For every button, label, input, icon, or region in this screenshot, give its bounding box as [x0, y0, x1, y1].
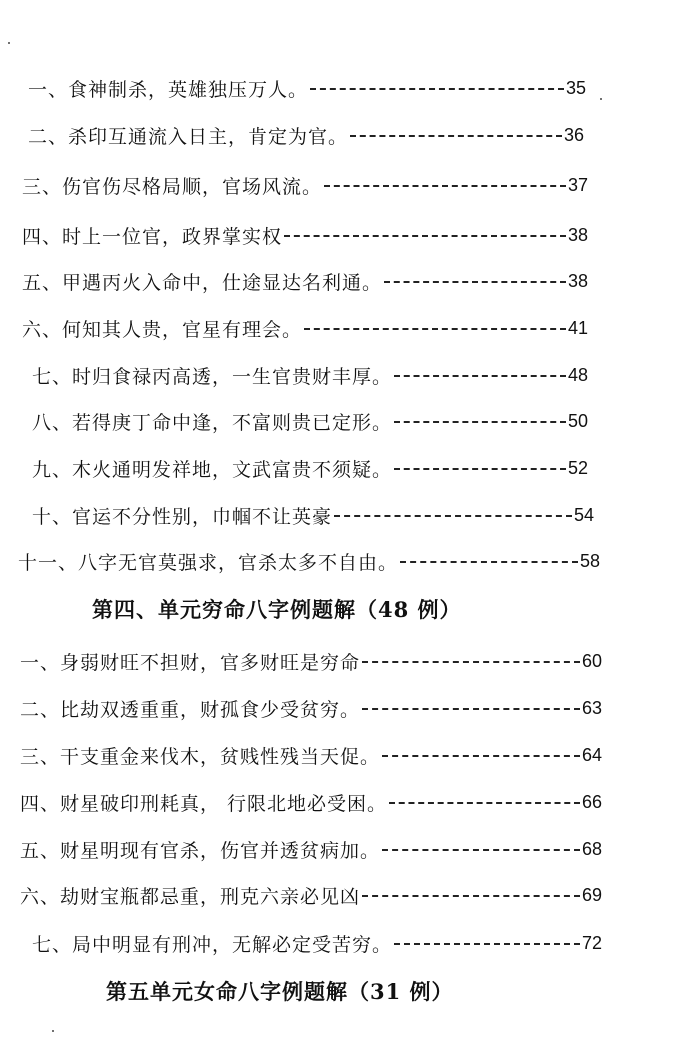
toc-entry-title: 五、甲遇丙火入命中，仕途显达名利通。 [22, 271, 383, 294]
toc-entry-page: 52 [567, 457, 588, 478]
toc-entry [20, 693, 602, 723]
scan-speck [600, 98, 602, 100]
toc-entry-title: 四、时上一位官，政界掌实权 [22, 225, 283, 248]
toc-entry-title: 一、食神制杀，英雄独压万人。 [28, 78, 309, 101]
toc-entry [32, 928, 602, 958]
dotted-leader [362, 708, 580, 710]
section-heading: 第五单元女命八字例题解（31 例） [106, 979, 454, 1004]
toc-entry-title: 十、官运不分性别，巾帼不让英豪 [32, 505, 333, 528]
dotted-leader [362, 661, 580, 663]
toc-entry-page: 41 [567, 317, 588, 338]
toc-entry-page: 72 [581, 932, 602, 953]
toc-entry-page: 60 [581, 650, 602, 671]
toc-entry-page: 37 [567, 174, 588, 195]
toc-entry [32, 500, 594, 530]
toc-entry [20, 740, 602, 770]
toc-entry-page: 63 [581, 697, 602, 718]
section-heading: 第四、单元穷命八字例题解（48 例） [92, 597, 462, 622]
dotted-leader [304, 328, 566, 330]
dotted-leader [389, 802, 580, 804]
toc-entry [20, 787, 602, 817]
toc-entry [32, 453, 588, 483]
toc-entry [22, 266, 588, 296]
toc-entry-title: 七、时归食禄丙高透，一生官贵财丰厚。 [32, 365, 393, 388]
toc-entry-title: 六、何知其人贵，官星有理会。 [22, 318, 303, 341]
scan-speck [52, 1030, 54, 1032]
toc-entry-title: 八、若得庚丁命中逢，不富则贵已定形。 [32, 411, 393, 434]
dotted-leader [394, 943, 580, 945]
toc-entry-page: 48 [567, 364, 588, 385]
toc-entry [28, 73, 586, 103]
toc-entry-page: 38 [567, 224, 588, 245]
toc-entry [28, 120, 584, 150]
dotted-leader [284, 235, 566, 237]
toc-entry [22, 170, 588, 200]
toc-entry-page: 69 [581, 884, 602, 905]
toc-entry-title: 二、杀印互通流入日主，肯定为官。 [28, 125, 349, 148]
dotted-leader [350, 135, 562, 137]
toc-entry-page: 36 [563, 124, 584, 145]
dotted-leader [362, 895, 580, 897]
toc-entry [32, 406, 588, 436]
toc-entry-title: 一、身弱财旺不担财，官多财旺是穷命 [20, 651, 361, 674]
toc-entry [22, 313, 588, 343]
toc-entry-page: 54 [573, 504, 594, 525]
dotted-leader [310, 88, 564, 90]
dotted-leader [334, 515, 572, 517]
toc-entry-page: 50 [567, 410, 588, 431]
toc-entry-title: 三、干支重金来伐木，贫贱性残当天促。 [20, 745, 381, 768]
dotted-leader [384, 281, 566, 283]
toc-entry-page: 35 [565, 77, 586, 98]
toc-entry-title: 六、劫财宝瓶都忌重，刑克六亲必见凶 [20, 885, 361, 908]
toc-entry [20, 880, 602, 910]
scan-speck [8, 42, 10, 44]
toc-entry-page: 68 [581, 838, 602, 859]
dotted-leader [400, 561, 578, 563]
toc-entry-title: 四、财星破印刑耗真， 行限北地必受困。 [20, 792, 388, 815]
toc-entry [22, 220, 588, 250]
toc-entry-page: 66 [581, 791, 602, 812]
dotted-leader [382, 849, 580, 851]
toc-entry-title: 三、伤官伤尽格局顺，官场风流。 [22, 175, 323, 198]
toc-entry [20, 834, 602, 864]
toc-entry-title: 十一、八字无官莫强求，官杀太多不自由。 [18, 551, 399, 574]
toc-entry [20, 646, 602, 676]
toc-entry-page: 58 [579, 550, 600, 571]
dotted-leader [324, 185, 566, 187]
toc-entry-title: 二、比劫双透重重，财孤食少受贫穷。 [20, 698, 361, 721]
toc-entry-page: 64 [581, 744, 602, 765]
dotted-leader [382, 755, 580, 757]
dotted-leader [394, 375, 566, 377]
toc-entry [32, 360, 588, 390]
toc-entry-title: 九、木火通明发祥地，文武富贵不须疑。 [32, 458, 393, 481]
toc-entry-title: 七、局中明显有刑冲，无解必定受苦穷。 [32, 933, 393, 956]
toc-entry-page: 38 [567, 270, 588, 291]
toc-entry [18, 546, 600, 576]
dotted-leader [394, 468, 566, 470]
dotted-leader [394, 421, 566, 423]
toc-entry-title: 五、财星明现有官杀，伤官并透贫病加。 [20, 839, 381, 862]
